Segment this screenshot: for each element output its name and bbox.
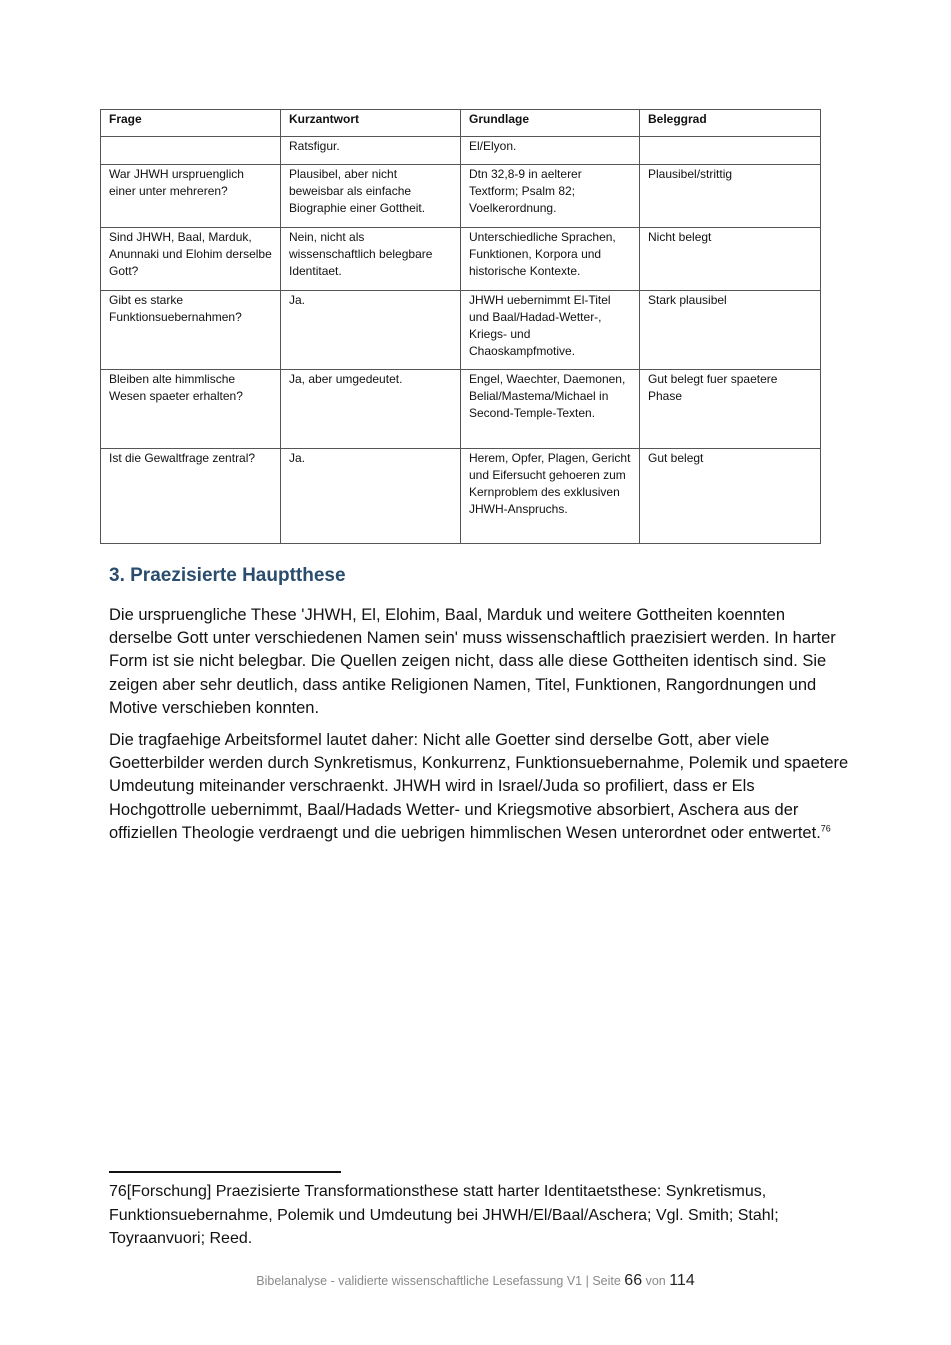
table-cell: Sind JHWH, Baal, Marduk, Anunnaki und Elohim derselbe Gott? bbox=[101, 228, 281, 291]
header-kurzantwort: Kurzantwort bbox=[281, 110, 461, 137]
table-row bbox=[101, 228, 821, 291]
header-beleggrad: Beleggrad bbox=[640, 110, 821, 137]
footnote-76: 76[Forschung] Praezisierte Transformationsthese statt harter Identitaetsthese: Synkretismus, Funktionsuebernahme, Polemik und Umdeutung bei JHWH/El/Baal/Aschera; Vgl. Smith; Stahl; Toyraanvuori; Reed. bbox=[109, 1183, 779, 1247]
table-cell: Bleiben alte himmlische Wesen spaeter erhalten? bbox=[101, 370, 281, 449]
table-cell: El/Elyon. bbox=[461, 137, 640, 165]
body-paragraph-2 bbox=[109, 729, 849, 845]
table-cell: Ist die Gewaltfrage zentral? bbox=[101, 449, 281, 544]
table-row bbox=[101, 291, 821, 370]
footnote-separator bbox=[109, 1171, 341, 1173]
table-cell: Nein, nicht als wissenschaftlich belegbare Identitaet. bbox=[281, 228, 461, 291]
table-row bbox=[101, 449, 821, 544]
table-row bbox=[101, 165, 821, 228]
page-footer bbox=[0, 1272, 951, 1290]
table-cell: JHWH uebernimmt El-Titel und Baal/Hadad-Wetter-, Kriegs- und Chaoskampfmotive. bbox=[461, 291, 640, 370]
table-cell: Plausibel/strittig bbox=[640, 165, 821, 228]
evidence-table bbox=[100, 109, 821, 544]
table-cell: Stark plausibel bbox=[640, 291, 821, 370]
footer-of: von bbox=[645, 1274, 666, 1288]
table-header-row bbox=[101, 110, 821, 137]
table-cell: Nicht belegt bbox=[640, 228, 821, 291]
current-page-number: 66 bbox=[624, 1272, 643, 1289]
table-cell bbox=[101, 137, 281, 165]
table-cell: Gut belegt fuer spaetere Phase bbox=[640, 370, 821, 449]
table-cell: Herem, Opfer, Plagen, Gericht und Eifersucht gehoeren zum Kernproblem des exklusiven JHWH-Anspruchs. bbox=[461, 449, 640, 544]
section-heading: 3. Praezisierte Hauptthese bbox=[109, 565, 346, 586]
header-grundlage: Grundlage bbox=[461, 110, 640, 137]
table-cell: Engel, Waechter, Daemonen, Belial/Mastema/Michael in Second-Temple-Texten. bbox=[461, 370, 640, 449]
body-paragraph-1: Die urspruengliche These 'JHWH, El, Elohim, Baal, Marduk und weitere Gottheiten koennten derselbe Gott unter verschiedenen Namen sein' muss wissenschaftlich praezisiert werden. In harter Form ist sie nicht belegbar. Die Quellen zeigen nicht, dass alle diese Gottheiten identisch sind. Sie zeigen aber sehr deutlich, dass antike Religionen Namen, Titel, Funktionen, Rangordnungen und Motive verschieben konnten. bbox=[109, 606, 836, 717]
table-cell: Ja. bbox=[281, 291, 461, 370]
table-cell: Dtn 32,8-9 in aelterer Textform; Psalm 82; Voelkerordnung. bbox=[461, 165, 640, 228]
table-cell: Unterschiedliche Sprachen, Funktionen, Korpora und historische Kontexte. bbox=[461, 228, 640, 291]
table-cell: Ratsfigur. bbox=[281, 137, 461, 165]
footnote-reference[interactable]: 76 bbox=[820, 823, 831, 834]
table-cell: Gibt es starke Funktionsuebernahmen? bbox=[101, 291, 281, 370]
table-cell: Ja. bbox=[281, 449, 461, 544]
table-cell: Gut belegt bbox=[640, 449, 821, 544]
footer-label: Bibelanalyse - validierte wissenschaftliche Lesefassung V1 | Seite bbox=[256, 1274, 621, 1288]
table-cell bbox=[640, 137, 821, 165]
table-row bbox=[101, 370, 821, 449]
table-cell: Plausibel, aber nicht beweisbar als einfache Biographie einer Gottheit. bbox=[281, 165, 461, 228]
table-row bbox=[101, 137, 821, 165]
table-cell: War JHWH urspruenglich einer unter mehreren? bbox=[101, 165, 281, 228]
header-frage: Frage bbox=[101, 110, 281, 137]
paragraph-2-text: Die tragfaehige Arbeitsformel lautet daher: Nicht alle Goetter sind derselbe Gott, aber viele Goetterbilder werden durch Synkretismus, Konkurrenz, Funktionsuebernahme, Polemik und spaetere Umdeutung miteinander verschraenkt. JHWH wird in Israel/Juda so profiliert, dass er Els Hochgottrolle uebernimmt, Baal/Hadads Wetter- und Kriegsmotive absorbiert, Aschera aus der offiziellen Theologie verdraengt und die uebrigen himmlischen Wesen unterordnet oder entwertet. bbox=[109, 731, 849, 842]
table-cell: Ja, aber umgedeutet. bbox=[281, 370, 461, 449]
total-page-count: 114 bbox=[669, 1272, 695, 1289]
